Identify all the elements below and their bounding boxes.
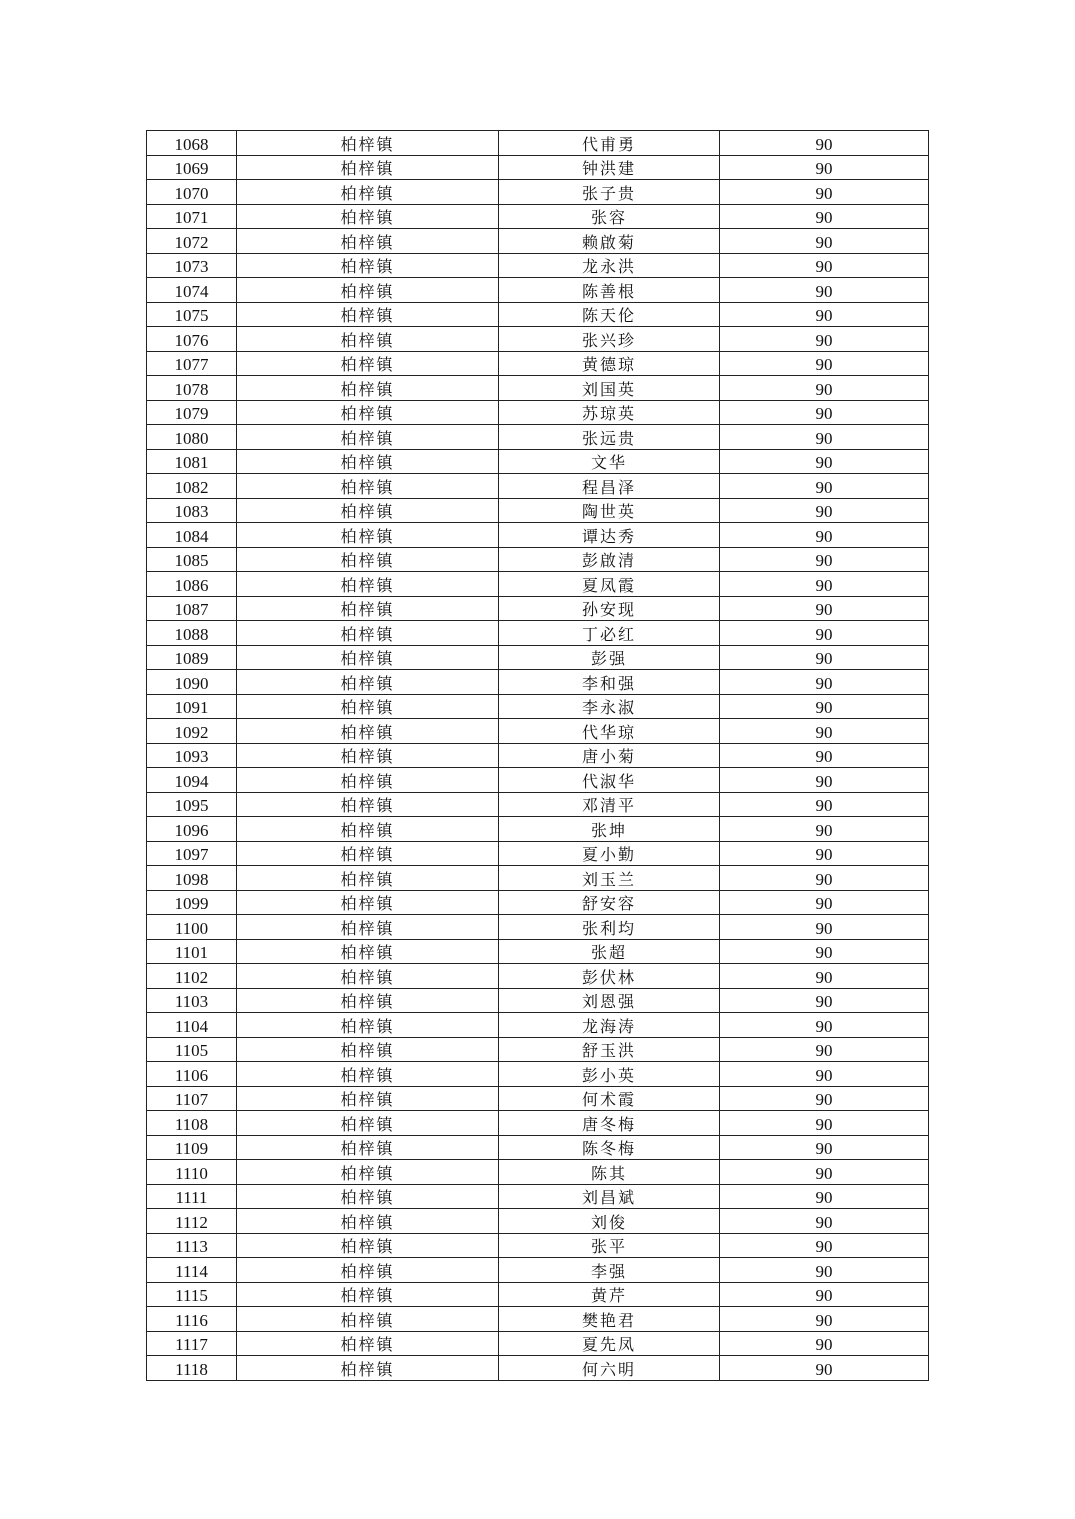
table-row bbox=[147, 915, 929, 940]
cell-person-name: 张容 bbox=[499, 204, 720, 229]
cell-person-name: 刘玉兰 bbox=[499, 866, 720, 891]
cell-amount: 90 bbox=[720, 670, 929, 695]
cell-town: 柏梓镇 bbox=[237, 890, 499, 915]
cell-serial-number: 1090 bbox=[147, 670, 237, 695]
table-row bbox=[147, 1160, 929, 1185]
cell-town: 柏梓镇 bbox=[237, 719, 499, 744]
cell-serial-number: 1093 bbox=[147, 743, 237, 768]
cell-person-name: 张利均 bbox=[499, 915, 720, 940]
cell-person-name: 钟洪建 bbox=[499, 155, 720, 180]
cell-person-name: 文华 bbox=[499, 449, 720, 474]
cell-person-name: 李永淑 bbox=[499, 694, 720, 719]
cell-amount: 90 bbox=[720, 694, 929, 719]
cell-person-name: 唐冬梅 bbox=[499, 1111, 720, 1136]
cell-serial-number: 1107 bbox=[147, 1086, 237, 1111]
cell-person-name: 夏先凤 bbox=[499, 1331, 720, 1356]
cell-person-name: 樊艳君 bbox=[499, 1307, 720, 1332]
cell-person-name: 陈天伦 bbox=[499, 302, 720, 327]
cell-person-name: 张坤 bbox=[499, 817, 720, 842]
cell-serial-number: 1068 bbox=[147, 131, 237, 156]
cell-person-name: 刘俊 bbox=[499, 1209, 720, 1234]
cell-serial-number: 1083 bbox=[147, 498, 237, 523]
table-row bbox=[147, 1111, 929, 1136]
cell-town: 柏梓镇 bbox=[237, 1282, 499, 1307]
table-row bbox=[147, 890, 929, 915]
cell-person-name: 刘国英 bbox=[499, 376, 720, 401]
table-row bbox=[147, 547, 929, 572]
cell-town: 柏梓镇 bbox=[237, 768, 499, 793]
table-row bbox=[147, 719, 929, 744]
cell-person-name: 唐小菊 bbox=[499, 743, 720, 768]
cell-serial-number: 1114 bbox=[147, 1258, 237, 1283]
cell-person-name: 代淑华 bbox=[499, 768, 720, 793]
cell-serial-number: 1104 bbox=[147, 1013, 237, 1038]
cell-person-name: 赖啟菊 bbox=[499, 229, 720, 254]
table-row bbox=[147, 474, 929, 499]
cell-serial-number: 1105 bbox=[147, 1037, 237, 1062]
cell-person-name: 邓清平 bbox=[499, 792, 720, 817]
cell-amount: 90 bbox=[720, 1307, 929, 1332]
cell-serial-number: 1098 bbox=[147, 866, 237, 891]
cell-town: 柏梓镇 bbox=[237, 1135, 499, 1160]
table-row bbox=[147, 694, 929, 719]
cell-town: 柏梓镇 bbox=[237, 1233, 499, 1258]
table-row bbox=[147, 1356, 929, 1381]
table-row bbox=[147, 278, 929, 303]
cell-amount: 90 bbox=[720, 1135, 929, 1160]
cell-town: 柏梓镇 bbox=[237, 1160, 499, 1185]
cell-serial-number: 1106 bbox=[147, 1062, 237, 1087]
cell-serial-number: 1084 bbox=[147, 523, 237, 548]
cell-person-name: 陶世英 bbox=[499, 498, 720, 523]
cell-person-name: 龙永洪 bbox=[499, 253, 720, 278]
cell-town: 柏梓镇 bbox=[237, 1062, 499, 1087]
cell-amount: 90 bbox=[720, 474, 929, 499]
cell-amount: 90 bbox=[720, 890, 929, 915]
table-row bbox=[147, 572, 929, 597]
cell-town: 柏梓镇 bbox=[237, 376, 499, 401]
table-row bbox=[147, 498, 929, 523]
cell-person-name: 李强 bbox=[499, 1258, 720, 1283]
cell-amount: 90 bbox=[720, 841, 929, 866]
cell-town: 柏梓镇 bbox=[237, 792, 499, 817]
table-row bbox=[147, 1258, 929, 1283]
cell-amount: 90 bbox=[720, 1331, 929, 1356]
table-row bbox=[147, 792, 929, 817]
cell-town: 柏梓镇 bbox=[237, 547, 499, 572]
cell-town: 柏梓镇 bbox=[237, 939, 499, 964]
table-row bbox=[147, 302, 929, 327]
cell-serial-number: 1113 bbox=[147, 1233, 237, 1258]
table-row bbox=[147, 351, 929, 376]
table-row bbox=[147, 523, 929, 548]
cell-serial-number: 1118 bbox=[147, 1356, 237, 1381]
cell-town: 柏梓镇 bbox=[237, 425, 499, 450]
cell-serial-number: 1103 bbox=[147, 988, 237, 1013]
table-row bbox=[147, 841, 929, 866]
cell-person-name: 陈善根 bbox=[499, 278, 720, 303]
cell-person-name: 代甫勇 bbox=[499, 131, 720, 156]
cell-town: 柏梓镇 bbox=[237, 180, 499, 205]
cell-amount: 90 bbox=[720, 449, 929, 474]
cell-amount: 90 bbox=[720, 1013, 929, 1038]
cell-person-name: 张平 bbox=[499, 1233, 720, 1258]
table-row bbox=[147, 988, 929, 1013]
table-row bbox=[147, 743, 929, 768]
cell-amount: 90 bbox=[720, 964, 929, 989]
table-row bbox=[147, 1062, 929, 1087]
cell-serial-number: 1081 bbox=[147, 449, 237, 474]
cell-person-name: 陈其 bbox=[499, 1160, 720, 1185]
table-row bbox=[147, 155, 929, 180]
cell-serial-number: 1078 bbox=[147, 376, 237, 401]
cell-serial-number: 1116 bbox=[147, 1307, 237, 1332]
cell-town: 柏梓镇 bbox=[237, 1184, 499, 1209]
cell-town: 柏梓镇 bbox=[237, 596, 499, 621]
cell-town: 柏梓镇 bbox=[237, 572, 499, 597]
cell-serial-number: 1069 bbox=[147, 155, 237, 180]
table-row bbox=[147, 670, 929, 695]
cell-serial-number: 1094 bbox=[147, 768, 237, 793]
cell-person-name: 彭啟清 bbox=[499, 547, 720, 572]
cell-town: 柏梓镇 bbox=[237, 964, 499, 989]
cell-town: 柏梓镇 bbox=[237, 743, 499, 768]
cell-town: 柏梓镇 bbox=[237, 817, 499, 842]
cell-town: 柏梓镇 bbox=[237, 1258, 499, 1283]
cell-amount: 90 bbox=[720, 547, 929, 572]
cell-serial-number: 1097 bbox=[147, 841, 237, 866]
cell-serial-number: 1077 bbox=[147, 351, 237, 376]
roster-table-body bbox=[147, 131, 929, 1381]
cell-serial-number: 1108 bbox=[147, 1111, 237, 1136]
cell-person-name: 夏凤霞 bbox=[499, 572, 720, 597]
cell-person-name: 张兴珍 bbox=[499, 327, 720, 352]
cell-town: 柏梓镇 bbox=[237, 1331, 499, 1356]
cell-amount: 90 bbox=[720, 376, 929, 401]
cell-town: 柏梓镇 bbox=[237, 841, 499, 866]
cell-serial-number: 1092 bbox=[147, 719, 237, 744]
table-row bbox=[147, 1184, 929, 1209]
cell-town: 柏梓镇 bbox=[237, 1086, 499, 1111]
table-row bbox=[147, 327, 929, 352]
cell-amount: 90 bbox=[720, 180, 929, 205]
cell-serial-number: 1075 bbox=[147, 302, 237, 327]
table-row bbox=[147, 253, 929, 278]
cell-person-name: 程昌泽 bbox=[499, 474, 720, 499]
cell-amount: 90 bbox=[720, 866, 929, 891]
table-row bbox=[147, 1282, 929, 1307]
cell-person-name: 张超 bbox=[499, 939, 720, 964]
cell-town: 柏梓镇 bbox=[237, 1209, 499, 1234]
cell-town: 柏梓镇 bbox=[237, 1037, 499, 1062]
cell-town: 柏梓镇 bbox=[237, 474, 499, 499]
table-row bbox=[147, 817, 929, 842]
table-row bbox=[147, 1086, 929, 1111]
table-row bbox=[147, 449, 929, 474]
cell-amount: 90 bbox=[720, 939, 929, 964]
cell-amount: 90 bbox=[720, 621, 929, 646]
cell-town: 柏梓镇 bbox=[237, 523, 499, 548]
cell-person-name: 张子贵 bbox=[499, 180, 720, 205]
cell-amount: 90 bbox=[720, 1258, 929, 1283]
cell-serial-number: 1110 bbox=[147, 1160, 237, 1185]
table-row bbox=[147, 1307, 929, 1332]
cell-amount: 90 bbox=[720, 155, 929, 180]
cell-town: 柏梓镇 bbox=[237, 1307, 499, 1332]
cell-amount: 90 bbox=[720, 131, 929, 156]
cell-amount: 90 bbox=[720, 1086, 929, 1111]
cell-amount: 90 bbox=[720, 792, 929, 817]
cell-serial-number: 1101 bbox=[147, 939, 237, 964]
table-row bbox=[147, 866, 929, 891]
cell-town: 柏梓镇 bbox=[237, 621, 499, 646]
cell-amount: 90 bbox=[720, 327, 929, 352]
cell-amount: 90 bbox=[720, 768, 929, 793]
cell-serial-number: 1088 bbox=[147, 621, 237, 646]
cell-serial-number: 1070 bbox=[147, 180, 237, 205]
cell-town: 柏梓镇 bbox=[237, 155, 499, 180]
roster-table bbox=[146, 130, 929, 1381]
cell-serial-number: 1073 bbox=[147, 253, 237, 278]
cell-town: 柏梓镇 bbox=[237, 400, 499, 425]
cell-person-name: 苏琼英 bbox=[499, 400, 720, 425]
cell-serial-number: 1102 bbox=[147, 964, 237, 989]
cell-amount: 90 bbox=[720, 596, 929, 621]
cell-serial-number: 1109 bbox=[147, 1135, 237, 1160]
cell-person-name: 陈冬梅 bbox=[499, 1135, 720, 1160]
cell-town: 柏梓镇 bbox=[237, 302, 499, 327]
cell-town: 柏梓镇 bbox=[237, 131, 499, 156]
cell-person-name: 舒安容 bbox=[499, 890, 720, 915]
cell-town: 柏梓镇 bbox=[237, 351, 499, 376]
cell-person-name: 彭伏林 bbox=[499, 964, 720, 989]
cell-person-name: 彭强 bbox=[499, 645, 720, 670]
cell-town: 柏梓镇 bbox=[237, 1013, 499, 1038]
table-row bbox=[147, 621, 929, 646]
cell-person-name: 舒玉洪 bbox=[499, 1037, 720, 1062]
cell-serial-number: 1117 bbox=[147, 1331, 237, 1356]
cell-town: 柏梓镇 bbox=[237, 670, 499, 695]
table-row bbox=[147, 376, 929, 401]
cell-amount: 90 bbox=[720, 1062, 929, 1087]
table-row bbox=[147, 1135, 929, 1160]
table-row bbox=[147, 425, 929, 450]
cell-amount: 90 bbox=[720, 400, 929, 425]
cell-town: 柏梓镇 bbox=[237, 253, 499, 278]
cell-serial-number: 1086 bbox=[147, 572, 237, 597]
cell-serial-number: 1091 bbox=[147, 694, 237, 719]
cell-town: 柏梓镇 bbox=[237, 866, 499, 891]
cell-amount: 90 bbox=[720, 1160, 929, 1185]
cell-person-name: 丁必红 bbox=[499, 621, 720, 646]
table-row bbox=[147, 1037, 929, 1062]
cell-amount: 90 bbox=[720, 719, 929, 744]
table-row bbox=[147, 939, 929, 964]
cell-amount: 90 bbox=[720, 1233, 929, 1258]
cell-person-name: 黄德琼 bbox=[499, 351, 720, 376]
cell-person-name: 孙安现 bbox=[499, 596, 720, 621]
cell-amount: 90 bbox=[720, 1184, 929, 1209]
cell-amount: 90 bbox=[720, 1356, 929, 1381]
table-row bbox=[147, 180, 929, 205]
cell-serial-number: 1087 bbox=[147, 596, 237, 621]
cell-amount: 90 bbox=[720, 498, 929, 523]
cell-serial-number: 1115 bbox=[147, 1282, 237, 1307]
cell-serial-number: 1082 bbox=[147, 474, 237, 499]
cell-amount: 90 bbox=[720, 1037, 929, 1062]
cell-person-name: 夏小勤 bbox=[499, 841, 720, 866]
cell-amount: 90 bbox=[720, 425, 929, 450]
cell-serial-number: 1074 bbox=[147, 278, 237, 303]
cell-person-name: 代华琼 bbox=[499, 719, 720, 744]
cell-serial-number: 1080 bbox=[147, 425, 237, 450]
cell-town: 柏梓镇 bbox=[237, 645, 499, 670]
cell-serial-number: 1099 bbox=[147, 890, 237, 915]
cell-serial-number: 1072 bbox=[147, 229, 237, 254]
cell-amount: 90 bbox=[720, 204, 929, 229]
table-row bbox=[147, 964, 929, 989]
cell-person-name: 黄芹 bbox=[499, 1282, 720, 1307]
cell-amount: 90 bbox=[720, 988, 929, 1013]
table-row bbox=[147, 1233, 929, 1258]
table-row bbox=[147, 1013, 929, 1038]
cell-person-name: 何术霞 bbox=[499, 1086, 720, 1111]
table-row bbox=[147, 1331, 929, 1356]
cell-amount: 90 bbox=[720, 278, 929, 303]
table-row bbox=[147, 596, 929, 621]
table-row bbox=[147, 204, 929, 229]
cell-town: 柏梓镇 bbox=[237, 988, 499, 1013]
cell-town: 柏梓镇 bbox=[237, 204, 499, 229]
cell-person-name: 刘昌斌 bbox=[499, 1184, 720, 1209]
cell-amount: 90 bbox=[720, 351, 929, 376]
cell-serial-number: 1089 bbox=[147, 645, 237, 670]
table-row bbox=[147, 131, 929, 156]
cell-serial-number: 1111 bbox=[147, 1184, 237, 1209]
cell-person-name: 李和强 bbox=[499, 670, 720, 695]
cell-town: 柏梓镇 bbox=[237, 327, 499, 352]
cell-amount: 90 bbox=[720, 523, 929, 548]
cell-serial-number: 1076 bbox=[147, 327, 237, 352]
cell-amount: 90 bbox=[720, 572, 929, 597]
table-row bbox=[147, 229, 929, 254]
cell-town: 柏梓镇 bbox=[237, 1356, 499, 1381]
cell-town: 柏梓镇 bbox=[237, 915, 499, 940]
cell-amount: 90 bbox=[720, 743, 929, 768]
cell-amount: 90 bbox=[720, 1282, 929, 1307]
cell-amount: 90 bbox=[720, 253, 929, 278]
table-row bbox=[147, 1209, 929, 1234]
cell-serial-number: 1100 bbox=[147, 915, 237, 940]
cell-amount: 90 bbox=[720, 1209, 929, 1234]
cell-town: 柏梓镇 bbox=[237, 1111, 499, 1136]
cell-amount: 90 bbox=[720, 302, 929, 327]
cell-serial-number: 1085 bbox=[147, 547, 237, 572]
cell-amount: 90 bbox=[720, 1111, 929, 1136]
cell-person-name: 刘恩强 bbox=[499, 988, 720, 1013]
cell-town: 柏梓镇 bbox=[237, 229, 499, 254]
cell-town: 柏梓镇 bbox=[237, 449, 499, 474]
cell-serial-number: 1079 bbox=[147, 400, 237, 425]
cell-serial-number: 1112 bbox=[147, 1209, 237, 1234]
cell-town: 柏梓镇 bbox=[237, 278, 499, 303]
cell-amount: 90 bbox=[720, 645, 929, 670]
cell-amount: 90 bbox=[720, 817, 929, 842]
cell-person-name: 彭小英 bbox=[499, 1062, 720, 1087]
table-row bbox=[147, 400, 929, 425]
cell-person-name: 龙海涛 bbox=[499, 1013, 720, 1038]
cell-person-name: 谭达秀 bbox=[499, 523, 720, 548]
cell-serial-number: 1071 bbox=[147, 204, 237, 229]
table-row bbox=[147, 645, 929, 670]
cell-person-name: 张远贵 bbox=[499, 425, 720, 450]
cell-town: 柏梓镇 bbox=[237, 694, 499, 719]
cell-amount: 90 bbox=[720, 229, 929, 254]
table-row bbox=[147, 768, 929, 793]
cell-serial-number: 1096 bbox=[147, 817, 237, 842]
cell-serial-number: 1095 bbox=[147, 792, 237, 817]
cell-person-name: 何六明 bbox=[499, 1356, 720, 1381]
cell-amount: 90 bbox=[720, 915, 929, 940]
cell-town: 柏梓镇 bbox=[237, 498, 499, 523]
